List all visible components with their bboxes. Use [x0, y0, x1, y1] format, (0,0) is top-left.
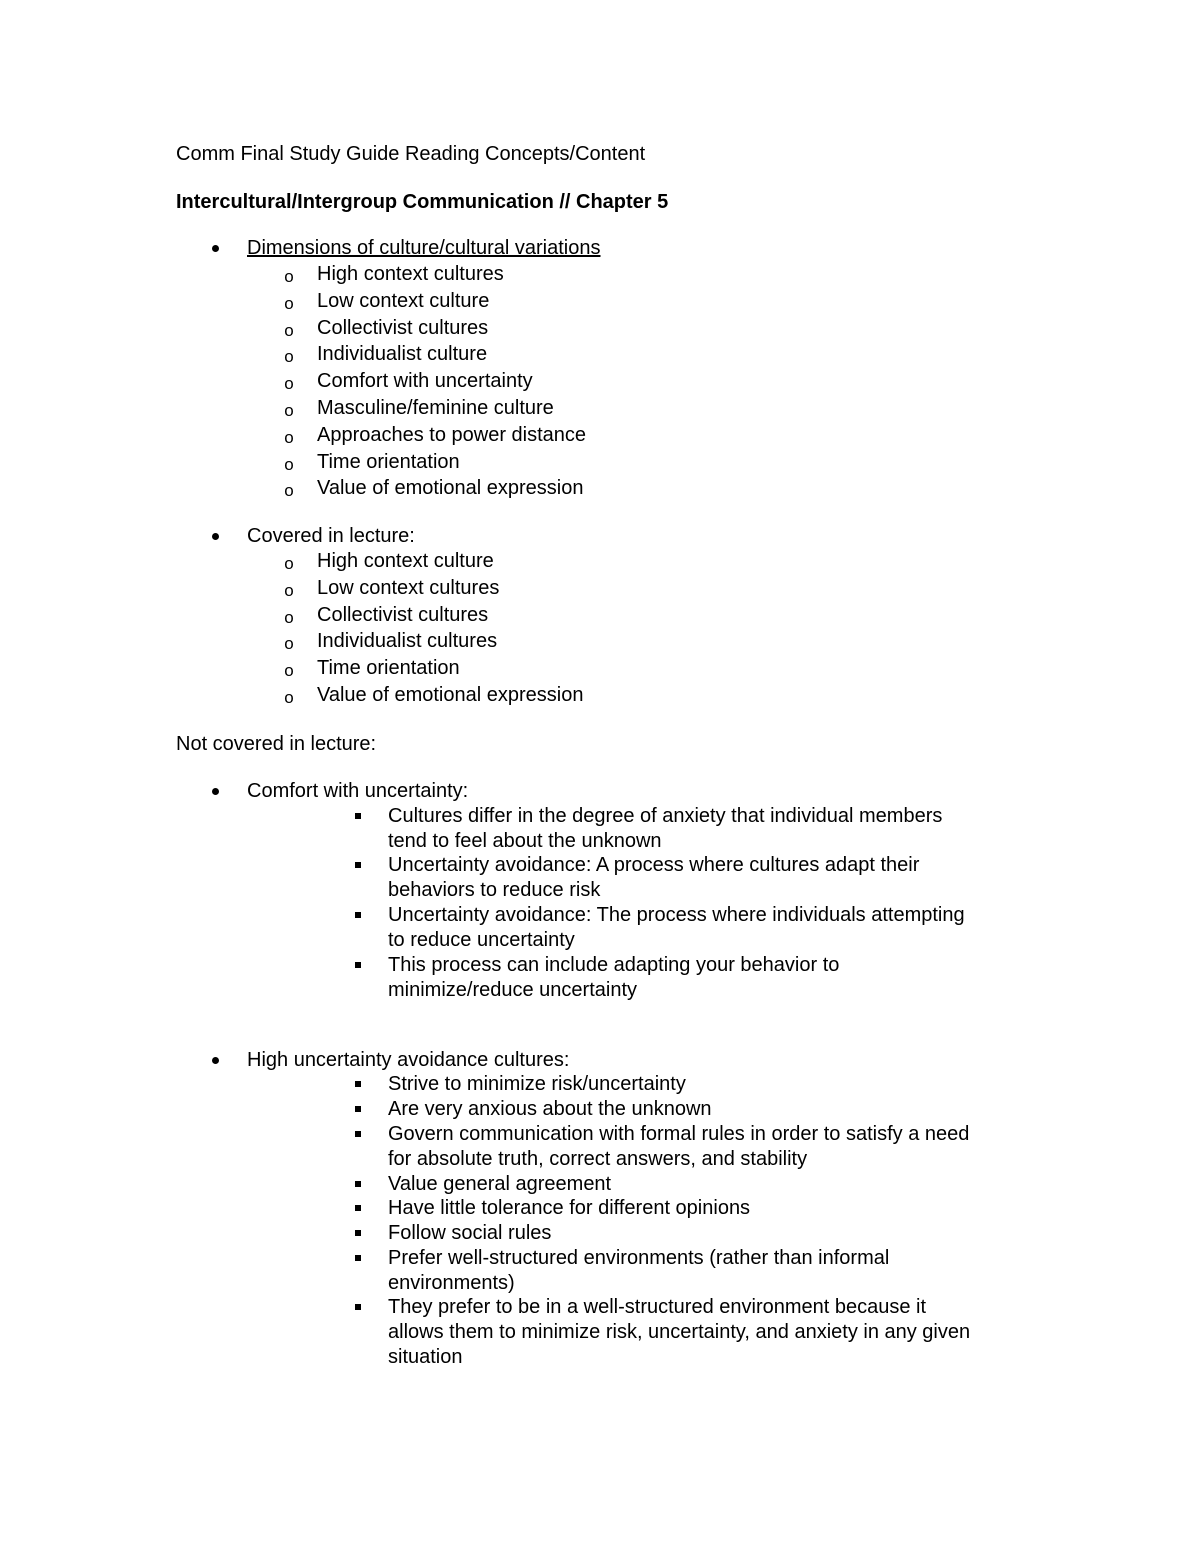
sub-bullet-icon: o [284, 554, 294, 573]
sub-bullet-icon: o [284, 347, 294, 367]
square-bullet-icon [351, 1106, 365, 1112]
sub-bullet-icon: o [284, 481, 294, 501]
list-item: Masculine/feminine culture [317, 397, 554, 419]
list-item-text: This process can include adapting your behavior to [388, 954, 840, 976]
sub-bullet-icon: o [284, 374, 294, 394]
not-covered-heading: Not covered in lecture: [176, 733, 377, 755]
sub-bullet-icon: o [284, 580, 294, 600]
section-covered-label: Covered in lecture: [247, 525, 415, 547]
list-item-text: tend to feel about the unknown [388, 829, 662, 852]
bullet-icon [208, 788, 222, 795]
sub-bullet-icon: o [284, 454, 294, 474]
document-title: Comm Final Study Guide Reading Concepts/Content [176, 143, 646, 165]
square-bullet-icon [351, 912, 365, 918]
section-high-uncertainty-label: High uncertainty avoidance cultures: [247, 1049, 570, 1071]
section-uncertainty-label: Comfort with uncertainty: [247, 780, 469, 802]
sub-bullet-icon: o [284, 401, 294, 420]
list-item-text: They prefer to be in a well-structured environment because it [388, 1296, 927, 1318]
list-item-text: minimize/reduce uncertainty [388, 978, 637, 1001]
list-item: Value of emotional expression [317, 477, 584, 500]
list-item: Individualist culture [317, 343, 488, 366]
list-item-text: Strive to minimize risk/uncertainty [388, 1073, 686, 1095]
list-item-text: Have little tolerance for different opinions [388, 1197, 751, 1219]
sub-bullet-icon: o [284, 634, 294, 654]
list-item: Time orientation [317, 657, 460, 680]
list-item-text: Are very anxious about the unknown [388, 1098, 712, 1120]
sub-bullet-icon: o [284, 688, 294, 707]
square-bullet-icon [351, 1230, 365, 1236]
list-item-text: Govern communication with formal rules in order to satisfy a need [388, 1123, 970, 1145]
sub-bullet-icon: o [284, 661, 294, 681]
list-item: Low context culture [317, 289, 490, 312]
square-bullet-icon [351, 962, 365, 968]
square-bullet-icon [351, 1081, 365, 1087]
list-item-text: allows them to minimize risk, uncertainty, and anxiety in any given [388, 1321, 971, 1343]
square-bullet-icon [351, 1304, 365, 1310]
sub-bullet-icon: o [284, 320, 294, 340]
list-item-text: Value general agreement [388, 1173, 612, 1195]
list-item-text: Follow social rules [388, 1222, 552, 1244]
square-bullet-icon [351, 1205, 365, 1211]
list-item: Low context cultures [317, 576, 500, 599]
square-bullet-icon [351, 862, 365, 868]
square-bullet-icon [351, 1181, 365, 1187]
list-item-text: for absolute truth, correct answers, and stability [388, 1148, 808, 1170]
sub-bullet-icon: o [284, 267, 294, 286]
list-item: Collectivist cultures [317, 603, 489, 626]
square-bullet-icon [351, 1255, 365, 1261]
square-bullet-icon [351, 813, 365, 819]
list-item: High context cultures [317, 263, 504, 285]
list-item-text: environments) [388, 1272, 515, 1294]
bullet-icon [208, 245, 222, 252]
list-item-text: Cultures differ in the degree of anxiety that individual members [388, 805, 943, 827]
list-item-text: Uncertainty avoidance: A process where cultures adapt their [388, 854, 920, 876]
list-item: Approaches to power distance [317, 423, 587, 446]
list-item: Comfort with uncertainty [317, 370, 533, 393]
chapter-heading: Intercultural/Intergroup Communication // Chapter 5 [176, 191, 669, 213]
list-item: High context culture [317, 550, 494, 572]
sub-bullet-icon: o [284, 293, 294, 313]
list-item-text: behaviors to reduce risk [388, 878, 601, 901]
list-item: Value of emotional expression [317, 684, 584, 706]
sub-bullet-icon: o [284, 427, 294, 447]
list-item: Time orientation [317, 450, 460, 473]
list-item: Individualist cultures [317, 630, 498, 653]
list-item-text: to reduce uncertainty [388, 928, 575, 951]
list-item-text: Uncertainty avoidance: The process where individuals attempting [388, 904, 965, 926]
square-bullet-icon [351, 1131, 365, 1137]
bullet-icon [208, 533, 222, 540]
list-item-text: situation [388, 1346, 463, 1368]
sub-bullet-icon: o [284, 607, 294, 627]
section-dimensions-label: Dimensions of culture/cultural variations [247, 237, 601, 259]
list-item: Collectivist cultures [317, 316, 489, 339]
list-item-text: Prefer well-structured environments (rather than informal [388, 1247, 890, 1269]
bullet-icon [208, 1057, 222, 1064]
